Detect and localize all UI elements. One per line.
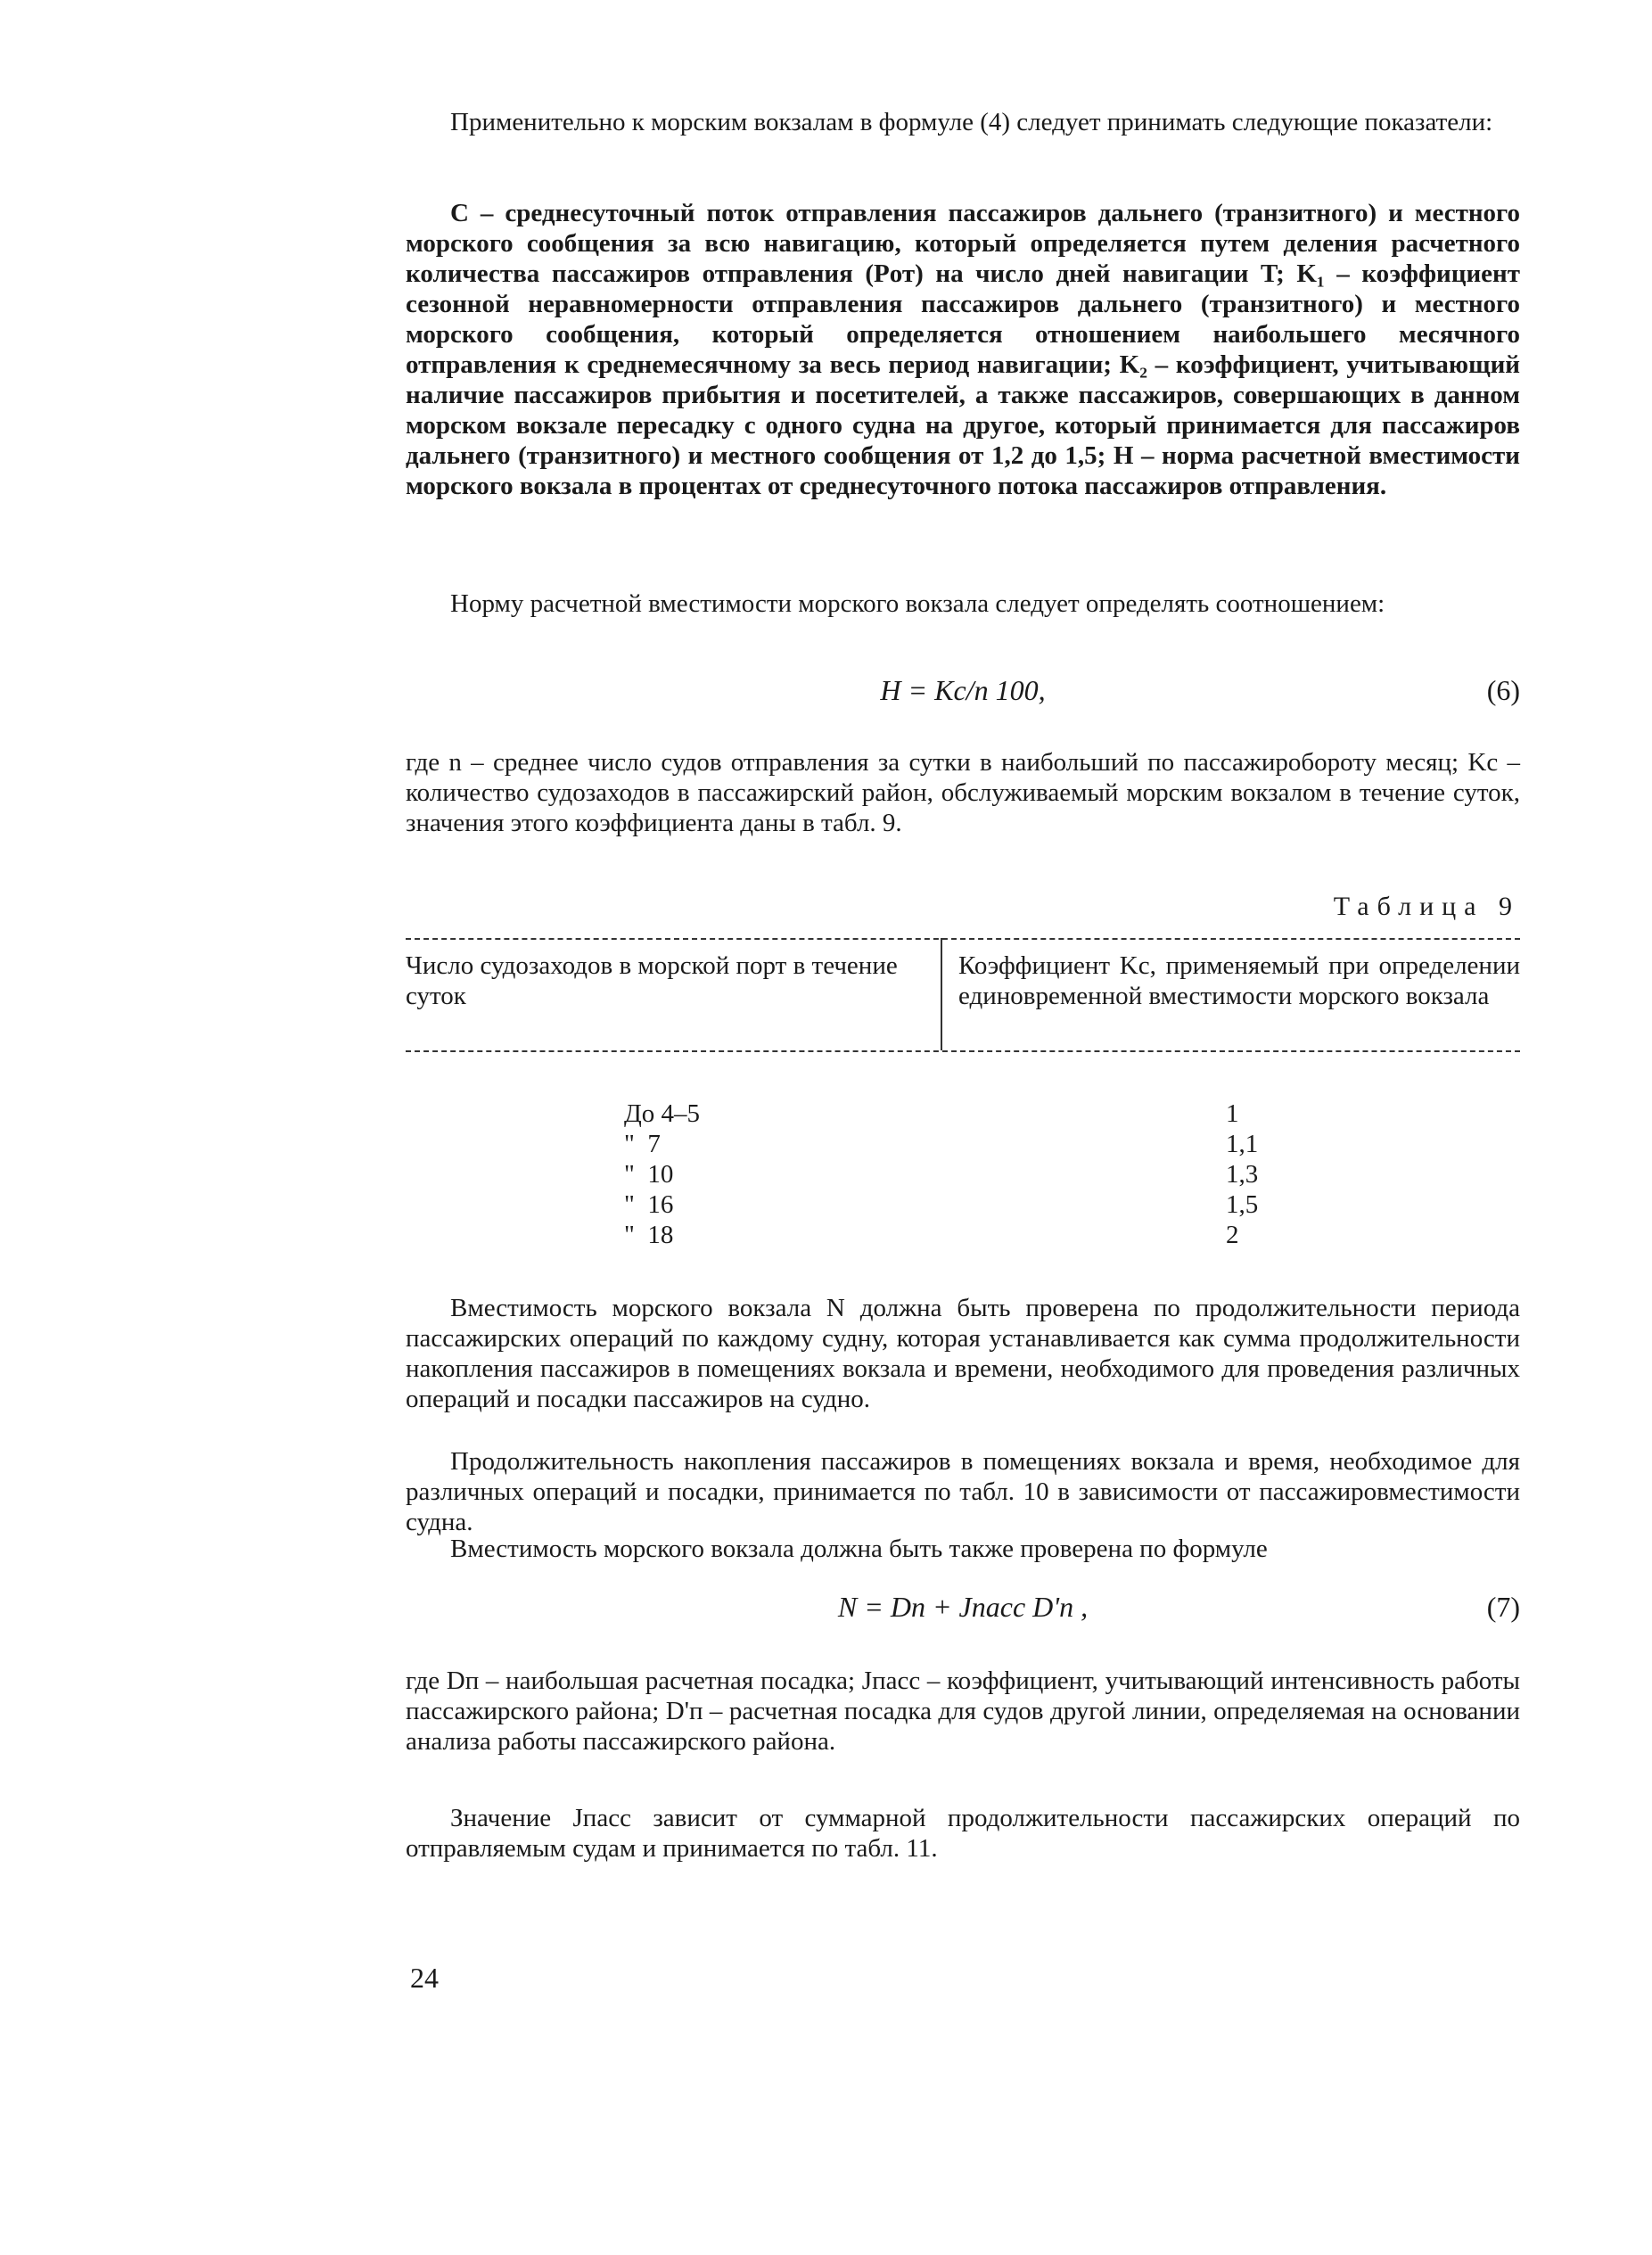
formula-7-expression: N = Dп + Jпасс D'п , (837, 1591, 1089, 1623)
formula-7-number: (7) (1486, 1591, 1520, 1623)
table-9-caption: Таблица 9 (1333, 892, 1520, 921)
table-cell-coefficient: 1,3 (1226, 1160, 1259, 1189)
paragraph-definitions: С – среднесуточный поток отправления пассажиров дальнего (транзитного) и местного морского сообщения за всю навигацию, который определяется путем деления расчетного количества пассажиров отправления (Pот) на число дней навигации T; K₁ – коэффициент сезонной неравномерности отправления пассажиров дальнего (транзитного) и местного морского сообщения, который определяется отношением наибольшего месячного отправления к среднемесячному за весь период навигации; K₂ – коэффициент, учитывающий наличие пассажиров прибытия и посетителей, а также пассажиров, совершающих в данном морском вокзале пересадку с одного судна на другое, который принимается для пассажиров дальнего (транзитного) и местного сообщения от 1,2 до 1,5; H – норма расчетной вместимости морского вокзала в процентах от среднесуточного потока пассажиров отправления. (406, 199, 1520, 500)
table-cell-calls: " 18 (624, 1221, 674, 1249)
page-number: 24 (410, 1962, 439, 1994)
table-cell-coefficient: 1,5 (1226, 1190, 1259, 1219)
paragraph-formula-check: Вместимость морского вокзала должна быть также проверена по формуле (450, 1535, 1268, 1563)
paragraph-accumulation: Продолжительность накопления пассажиров в помещениях вокзала и время, необходимое для различных операций и посадки, принимается по табл. 10 в зависимости от пассажировместимости судна. (406, 1447, 1520, 1536)
table-column-divider (941, 938, 942, 1050)
paragraph-capacity-check: Вместимость морского вокзала N должна быть проверена по продолжительности периода пассажирских операций по каждому судну, которая устанавливается как сумма продолжительности накопления пассажиров в помещениях вокзала и времени, необходимого для проведения различных операций и посадки пассажиров на судно. (406, 1294, 1520, 1413)
table-top-rule (406, 938, 1520, 940)
formula-6-number: (6) (1486, 674, 1520, 706)
table-cell-coefficient: 2 (1226, 1221, 1239, 1249)
table-header-coefficient: Коэффициент Kс, применяемый при определении единовременной вместимости морского вокзала (958, 951, 1520, 1010)
table-cell-coefficient: 1,1 (1226, 1130, 1259, 1158)
table-cell-calls: До 4–5 (624, 1099, 701, 1128)
paragraph-intro: Применительно к морским вокзалам в формуле (4) следует принимать следующие показатели: (450, 108, 1493, 136)
table-cell-calls: " 16 (624, 1190, 674, 1219)
formula-6-expression: H = Kс/n 100, (880, 674, 1046, 706)
formula-7 (406, 1591, 1520, 1635)
formula-6 (406, 674, 1520, 719)
paragraph-where-d: где Dп – наибольшая расчетная посадка; Jпасс – коэффициент, учитывающий интенсивность работы пассажирского района; D'п – расчетная посадка для судов другой линии, определяемая на основании анализа работы пассажирского района. (406, 1667, 1520, 1756)
paragraph-where-n: где n – среднее число судов отправления за сутки в наибольший по пассажиробороту месяц; Kс – количество судозаходов в пассажирский район, обслуживаемый морским вокзалом в течение суток, значения этого коэффициента даны в табл. 9. (406, 748, 1520, 837)
paragraph-jpass: Значение Jпасс зависит от суммарной продолжительности пассажирских операций по отправляемым судам и принимается по табл. 11. (406, 1804, 1520, 1863)
table-cell-calls: " 7 (624, 1130, 661, 1158)
table-header-rule (406, 1050, 1520, 1052)
table-cell-coefficient: 1 (1226, 1099, 1239, 1128)
table-header-calls: Число судозаходов в морской порт в течение суток (406, 951, 898, 1010)
table-cell-calls: " 10 (624, 1160, 674, 1189)
paragraph-norm: Норму расчетной вместимости морского вокзала следует определять соотношением: (450, 589, 1385, 618)
